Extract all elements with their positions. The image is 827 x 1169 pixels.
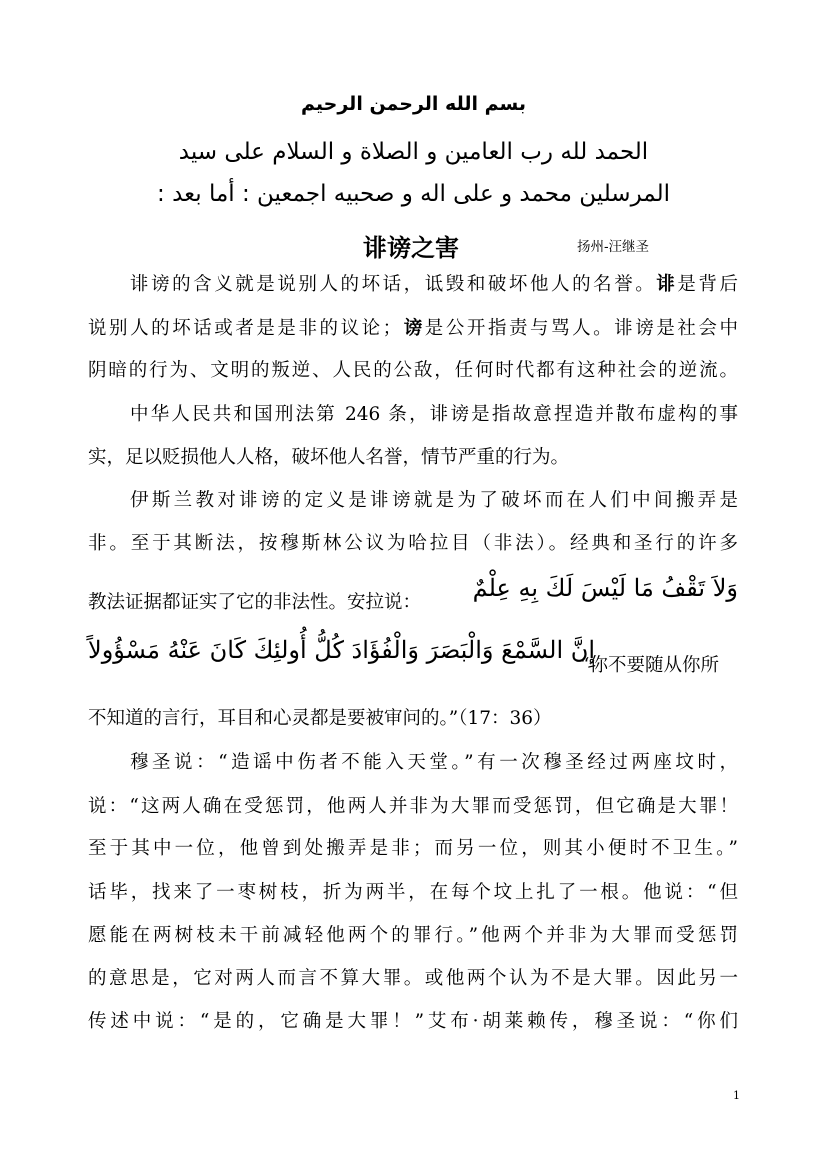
page-title: 诽谤之害: [363, 234, 459, 262]
paragraph-1-line-1: 诽谤的含义就是说别人的坏话，诋毁和破坏他人的名誉。诽是背后: [130, 274, 738, 295]
quran-verse-part-1: وَلاَ تَقْفُ مَا لَيْسَ لَكَ بِهِ عِلْمٌ: [472, 574, 738, 602]
author: 扬州-汪继圣: [577, 239, 650, 255]
arabic-basmala: بسم الله الرحمن الرحيم: [301, 93, 526, 115]
arabic-praise-line-1: الحمد لله رب العامين و الصلاة و السلام على سيد: [178, 139, 649, 165]
paragraph-4-line-3: 至于其中一位，他曾到处搬弄是非；而另一位，则其小便时不卫生。”: [88, 838, 738, 859]
page-number: 1: [733, 1089, 740, 1102]
paragraph-3-line-5: 不知道的言行，耳目和心灵都是要被审问的。”（17：36）: [88, 708, 552, 729]
paragraph-1-line-3: 阴暗的行为、文明的叛逆、人民的公敌，任何时代都有这种社会的逆流。: [88, 360, 738, 381]
paragraph-4-line-7: 传述中说：“是的，它确是大罪！”艾布·胡莱赖传，穆圣说：“你们: [88, 1011, 738, 1032]
paragraph-4-line-6: 的意思是，它对两人而言不算大罪。或他两个认为不是大罪。因此另一: [88, 968, 738, 989]
paragraph-2-line-1: 中华人民共和国刑法第 246 条，诽谤是指故意捏造并散布虚构的事: [130, 404, 738, 425]
paragraph-4-line-2: 说：“这两人确在受惩罚，他两人并非为大罪而受惩罚，但它确是大罪！: [88, 796, 738, 817]
paragraph-4-line-4: 话毕，找来了一枣树枝，折为两半，在每个坟上扎了一根。他说：“但: [88, 882, 738, 903]
paragraph-4-line-5: 愿能在两树枝未干前减轻他两个的罪行。”他两个并非为大罪而受惩罚: [88, 925, 738, 946]
paragraph-3-line-2: 非。至于其断法，按穆斯林公议为哈拉目（非法）。经典和圣行的许多: [88, 533, 738, 554]
quran-verse-part-2: إِنَّ السَّمْعَ وَالْبَصَرَ وَالْفُؤَادَ كُلُّ أُولئِكَ كَانَ عَنْهُ مَسْؤُولاً: [88, 636, 596, 664]
paragraph-4-line-1: 穆圣说：“造谣中伤者不能入天堂。”有一次穆圣经过两座坟时，: [130, 752, 738, 773]
arabic-praise-line-2: المرسلين محمد و على اله و صحبيه اجمعين : أما بعد :: [157, 181, 670, 207]
paragraph-3-line-3: 教法证据都证实了它的非法性。安拉说：: [88, 592, 422, 613]
paragraph-1-line-2: 说别人的坏话或者是是非的议论；谤是公开指责与骂人。诽谤是社会中: [88, 318, 738, 339]
paragraph-3-line-4: “你不要随从你所: [580, 655, 719, 676]
paragraph-2-line-2: 实，足以贬损他人人格，破坏他人名誉，情节严重的行为。: [88, 447, 570, 468]
paragraph-3-line-1: 伊斯兰教对诽谤的定义是诽谤就是为了破坏而在人们中间搬弄是: [130, 490, 738, 511]
